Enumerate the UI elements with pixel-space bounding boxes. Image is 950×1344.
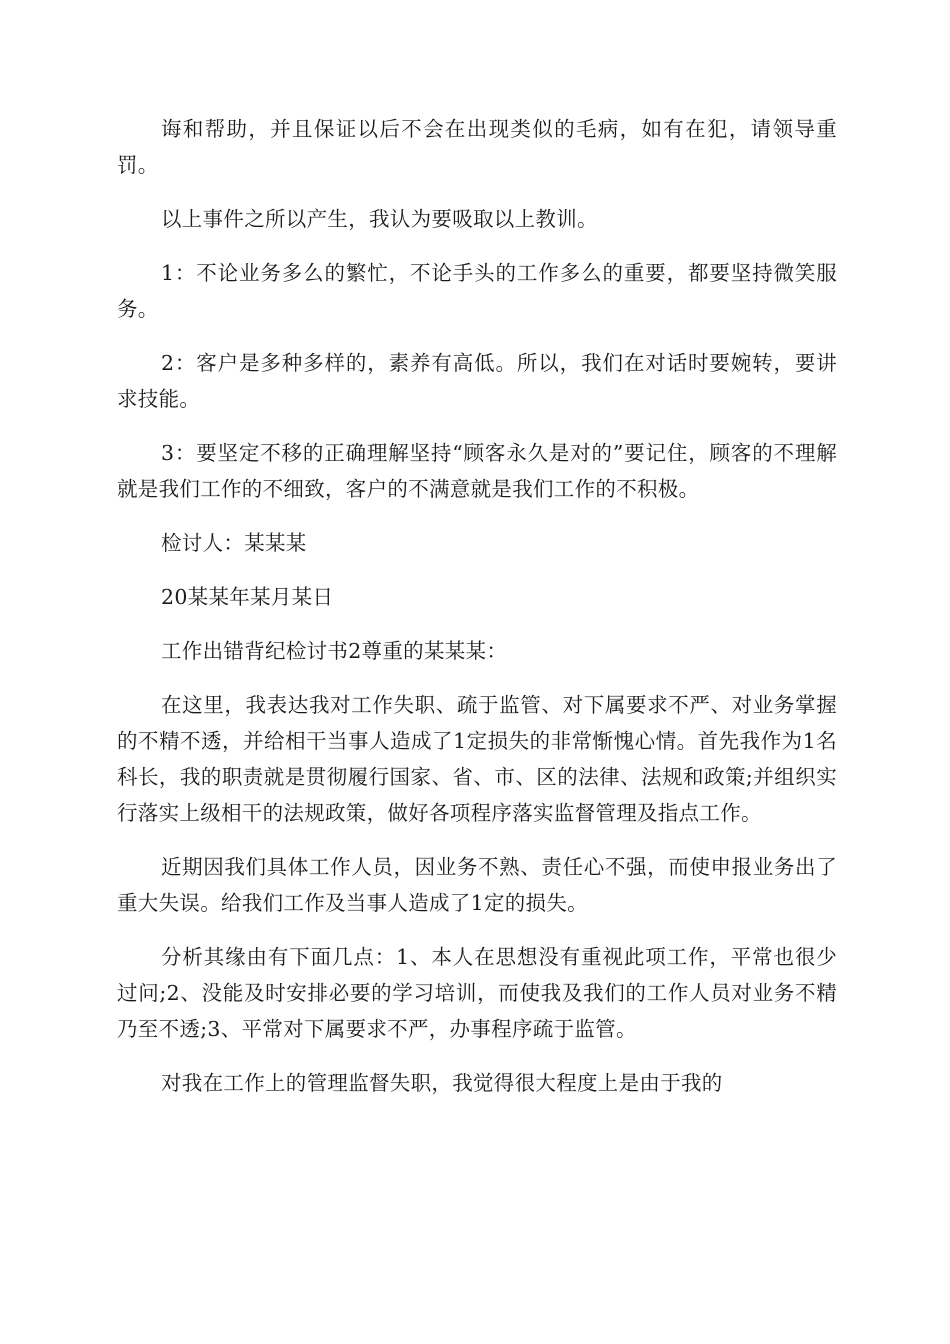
- paragraph-11: 分析其缘由有下面几点：1、本人在思想没有重视此项工作，平常也很少过问;2、没能及时安排必要的学习培训，而使我及我们的工作人员对业务不精乃至不透;3、平常对下属要求不严，办事程序疏于监管。: [117, 945, 837, 1041]
- paragraph-5: 3：要坚定不移的正确理解坚持“顾客永久是对的”要记住，顾客的不理解就是我们工作的不细致，客户的不满意就是我们工作的不积极。: [117, 441, 837, 501]
- paragraph-9: 在这里，我表达我对工作失职、疏于监管、对下属要求不严、对业务掌握的不精不透，并给相干当事人造成了1定损失的非常惭愧心情。首先我作为1名科长，我的职责就是贯彻履行国家、省、市、区的法律、法规和政策;并组织实行落实上级相干的法规政策，做好各项程序落实监督管理及指点工作。: [117, 693, 837, 825]
- paragraph-10: 近期因我们具体工作人员，因业务不熟、责任心不强，而使申报业务出了重大失误。给我们工作及当事人造成了1定的损失。: [117, 855, 837, 915]
- paragraph-4: 2：客户是多种多样的，素养有高低。所以，我们在对话时要婉转，要讲求技能。: [117, 351, 837, 411]
- date-line: 20某某年某月某日: [161, 585, 334, 609]
- paragraph-12: 对我在工作上的管理监督失职，我觉得很大程度上是由于我的: [161, 1071, 723, 1095]
- paragraph-3: 1：不论业务多么的繁忙，不论手头的工作多么的重要，都要坚持微笑服务。: [117, 261, 837, 321]
- section-title: 工作出错背纪检讨书2尊重的某某某：: [161, 639, 508, 663]
- document-body: [117, 111, 837, 1119]
- paragraph-2: 以上事件之所以产生，我认为要吸取以上教训。: [161, 207, 598, 231]
- signer-line: 检讨人：某某某: [161, 531, 307, 555]
- paragraph-1: 诲和帮助，并且保证以后不会在出现类似的毛病，如有在犯，请领导重罚。: [117, 117, 837, 177]
